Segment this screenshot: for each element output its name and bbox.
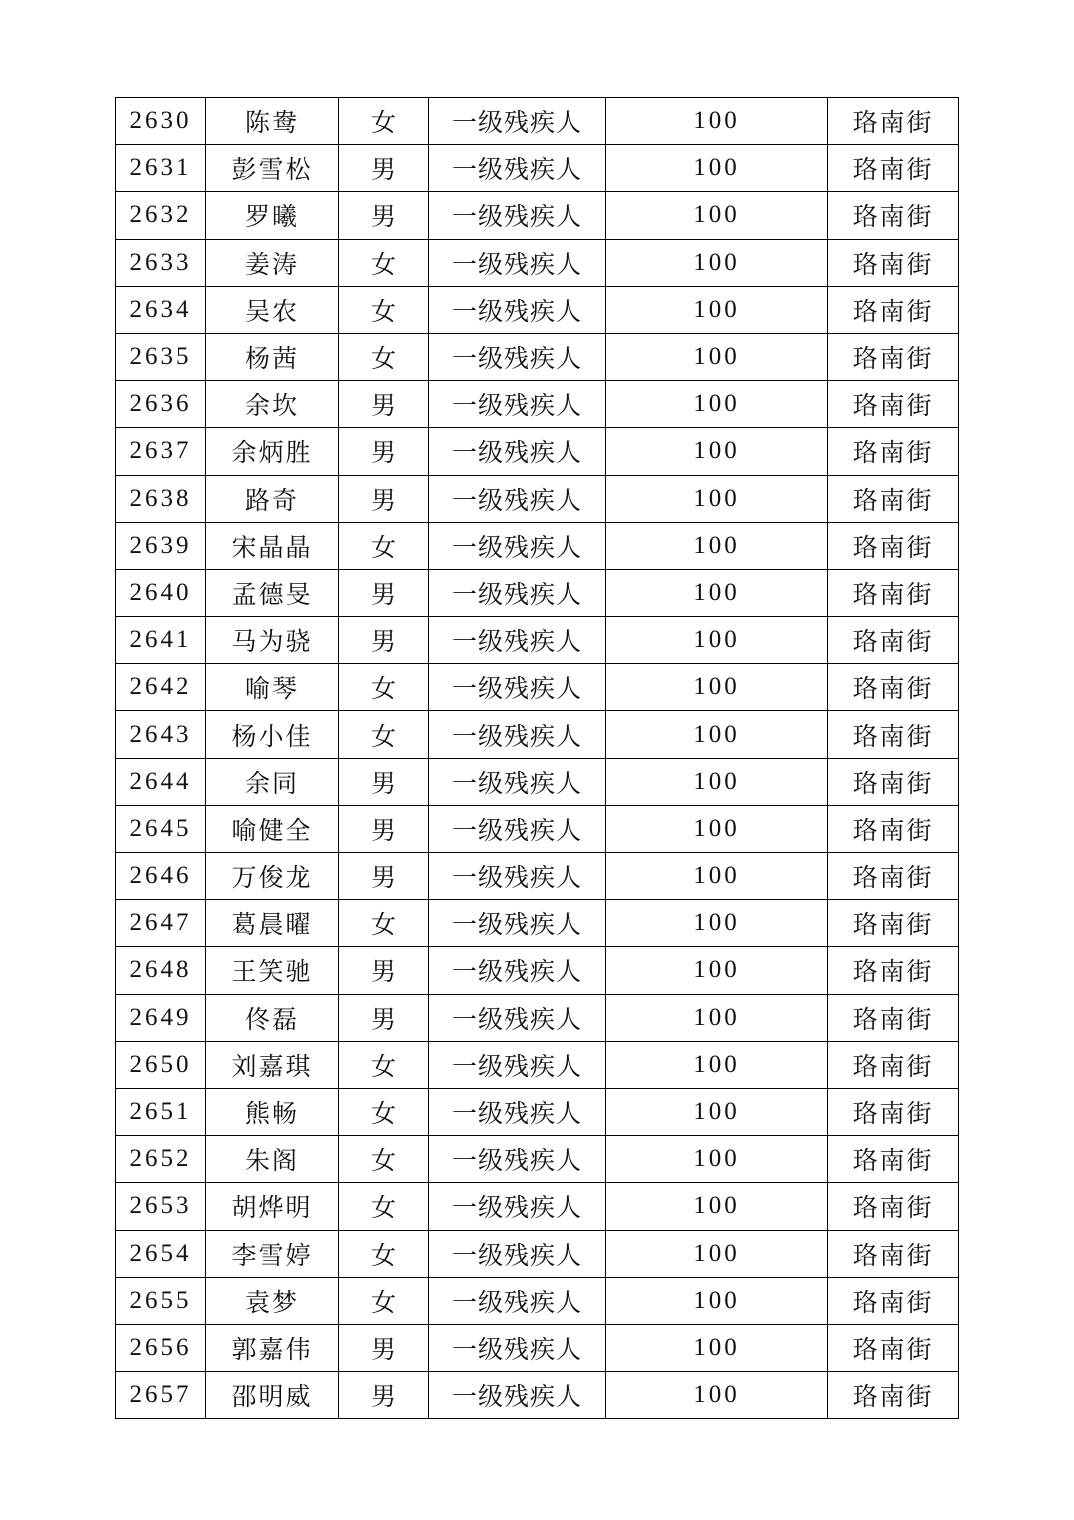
amount-cell: 100 bbox=[606, 1277, 828, 1324]
gender-cell: 男 bbox=[339, 1372, 429, 1419]
amount-cell: 100 bbox=[606, 1230, 828, 1277]
name-cell: 邵明威 bbox=[206, 1372, 339, 1419]
name-cell: 马为骁 bbox=[206, 617, 339, 664]
name-cell: 余炳胜 bbox=[206, 428, 339, 475]
amount-cell: 100 bbox=[606, 805, 828, 852]
name-cell: 佟磊 bbox=[206, 994, 339, 1041]
gender-cell: 男 bbox=[339, 428, 429, 475]
disability-level-cell: 一级残疾人 bbox=[429, 1277, 606, 1324]
name-cell: 熊畅 bbox=[206, 1088, 339, 1135]
amount-cell: 100 bbox=[606, 900, 828, 947]
name-cell: 郭嘉伟 bbox=[206, 1324, 339, 1371]
disability-level-cell: 一级残疾人 bbox=[429, 1183, 606, 1230]
record-number-cell: 2645 bbox=[116, 805, 206, 852]
record-number-cell: 2632 bbox=[116, 192, 206, 239]
street-cell: 珞南街 bbox=[828, 145, 959, 192]
amount-cell: 100 bbox=[606, 853, 828, 900]
amount-cell: 100 bbox=[606, 333, 828, 380]
disability-level-cell: 一级残疾人 bbox=[429, 333, 606, 380]
name-cell: 吴农 bbox=[206, 286, 339, 333]
table-row bbox=[116, 1136, 959, 1183]
name-cell: 余同 bbox=[206, 758, 339, 805]
street-cell: 珞南街 bbox=[828, 1041, 959, 1088]
record-number-cell: 2651 bbox=[116, 1088, 206, 1135]
disability-level-cell: 一级残疾人 bbox=[429, 617, 606, 664]
amount-cell: 100 bbox=[606, 994, 828, 1041]
name-cell: 刘嘉琪 bbox=[206, 1041, 339, 1088]
record-number-cell: 2657 bbox=[116, 1372, 206, 1419]
name-cell: 葛晨曜 bbox=[206, 900, 339, 947]
amount-cell: 100 bbox=[606, 758, 828, 805]
table-row bbox=[116, 145, 959, 192]
record-number-cell: 2654 bbox=[116, 1230, 206, 1277]
street-cell: 珞南街 bbox=[828, 428, 959, 475]
amount-cell: 100 bbox=[606, 947, 828, 994]
amount-cell: 100 bbox=[606, 1088, 828, 1135]
record-number-cell: 2641 bbox=[116, 617, 206, 664]
table-row bbox=[116, 522, 959, 569]
amount-cell: 100 bbox=[606, 1041, 828, 1088]
street-cell: 珞南街 bbox=[828, 192, 959, 239]
amount-cell: 100 bbox=[606, 1136, 828, 1183]
street-cell: 珞南街 bbox=[828, 900, 959, 947]
record-number-cell: 2647 bbox=[116, 900, 206, 947]
street-cell: 珞南街 bbox=[828, 333, 959, 380]
gender-cell: 女 bbox=[339, 711, 429, 758]
street-cell: 珞南街 bbox=[828, 853, 959, 900]
gender-cell: 女 bbox=[339, 1088, 429, 1135]
record-number-cell: 2644 bbox=[116, 758, 206, 805]
disability-level-cell: 一级残疾人 bbox=[429, 239, 606, 286]
record-number-cell: 2630 bbox=[116, 98, 206, 145]
amount-cell: 100 bbox=[606, 286, 828, 333]
table-row bbox=[116, 1324, 959, 1371]
disability-level-cell: 一级残疾人 bbox=[429, 522, 606, 569]
name-cell: 彭雪松 bbox=[206, 145, 339, 192]
gender-cell: 女 bbox=[339, 1277, 429, 1324]
disability-level-cell: 一级残疾人 bbox=[429, 664, 606, 711]
name-cell: 杨茜 bbox=[206, 333, 339, 380]
disability-level-cell: 一级残疾人 bbox=[429, 1041, 606, 1088]
record-number-cell: 2636 bbox=[116, 381, 206, 428]
amount-cell: 100 bbox=[606, 475, 828, 522]
table-row bbox=[116, 569, 959, 616]
street-cell: 珞南街 bbox=[828, 1183, 959, 1230]
street-cell: 珞南街 bbox=[828, 805, 959, 852]
disability-level-cell: 一级残疾人 bbox=[429, 853, 606, 900]
disability-level-cell: 一级残疾人 bbox=[429, 1324, 606, 1371]
amount-cell: 100 bbox=[606, 522, 828, 569]
record-number-cell: 2646 bbox=[116, 853, 206, 900]
gender-cell: 女 bbox=[339, 1041, 429, 1088]
street-cell: 珞南街 bbox=[828, 381, 959, 428]
gender-cell: 女 bbox=[339, 1183, 429, 1230]
table-row bbox=[116, 994, 959, 1041]
name-cell: 余坎 bbox=[206, 381, 339, 428]
street-cell: 珞南街 bbox=[828, 994, 959, 1041]
table-row bbox=[116, 1088, 959, 1135]
gender-cell: 男 bbox=[339, 569, 429, 616]
disability-level-cell: 一级残疾人 bbox=[429, 192, 606, 239]
amount-cell: 100 bbox=[606, 711, 828, 758]
street-cell: 珞南街 bbox=[828, 239, 959, 286]
record-number-cell: 2652 bbox=[116, 1136, 206, 1183]
gender-cell: 女 bbox=[339, 239, 429, 286]
disability-level-cell: 一级残疾人 bbox=[429, 758, 606, 805]
table-row bbox=[116, 1277, 959, 1324]
record-number-cell: 2656 bbox=[116, 1324, 206, 1371]
table-row bbox=[116, 381, 959, 428]
disability-level-cell: 一级残疾人 bbox=[429, 1372, 606, 1419]
street-cell: 珞南街 bbox=[828, 617, 959, 664]
table-row bbox=[116, 900, 959, 947]
name-cell: 杨小佳 bbox=[206, 711, 339, 758]
gender-cell: 男 bbox=[339, 475, 429, 522]
name-cell: 喻琴 bbox=[206, 664, 339, 711]
name-cell: 孟德旻 bbox=[206, 569, 339, 616]
street-cell: 珞南街 bbox=[828, 475, 959, 522]
amount-cell: 100 bbox=[606, 145, 828, 192]
gender-cell: 女 bbox=[339, 1136, 429, 1183]
gender-cell: 男 bbox=[339, 994, 429, 1041]
table-row bbox=[116, 1183, 959, 1230]
disability-level-cell: 一级残疾人 bbox=[429, 947, 606, 994]
table-row bbox=[116, 239, 959, 286]
name-cell: 万俊龙 bbox=[206, 853, 339, 900]
amount-cell: 100 bbox=[606, 1324, 828, 1371]
disability-level-cell: 一级残疾人 bbox=[429, 145, 606, 192]
amount-cell: 100 bbox=[606, 192, 828, 239]
amount-cell: 100 bbox=[606, 98, 828, 145]
disability-level-cell: 一级残疾人 bbox=[429, 805, 606, 852]
gender-cell: 男 bbox=[339, 617, 429, 664]
disability-level-cell: 一级残疾人 bbox=[429, 1230, 606, 1277]
table-row bbox=[116, 428, 959, 475]
disability-level-cell: 一级残疾人 bbox=[429, 1136, 606, 1183]
gender-cell: 女 bbox=[339, 286, 429, 333]
table-row bbox=[116, 664, 959, 711]
disability-level-cell: 一级残疾人 bbox=[429, 994, 606, 1041]
record-number-cell: 2639 bbox=[116, 522, 206, 569]
name-cell: 宋晶晶 bbox=[206, 522, 339, 569]
amount-cell: 100 bbox=[606, 1183, 828, 1230]
table-row bbox=[116, 475, 959, 522]
table-row bbox=[116, 192, 959, 239]
record-number-cell: 2631 bbox=[116, 145, 206, 192]
name-cell: 王笑驰 bbox=[206, 947, 339, 994]
disability-level-cell: 一级残疾人 bbox=[429, 475, 606, 522]
gender-cell: 女 bbox=[339, 1230, 429, 1277]
amount-cell: 100 bbox=[606, 381, 828, 428]
gender-cell: 女 bbox=[339, 900, 429, 947]
table-body bbox=[116, 98, 959, 1419]
name-cell: 李雪婷 bbox=[206, 1230, 339, 1277]
record-number-cell: 2637 bbox=[116, 428, 206, 475]
gender-cell: 男 bbox=[339, 805, 429, 852]
disability-level-cell: 一级残疾人 bbox=[429, 900, 606, 947]
record-number-cell: 2649 bbox=[116, 994, 206, 1041]
disability-roster-table bbox=[115, 97, 959, 1419]
name-cell: 朱阁 bbox=[206, 1136, 339, 1183]
gender-cell: 男 bbox=[339, 381, 429, 428]
table-row bbox=[116, 805, 959, 852]
name-cell: 姜涛 bbox=[206, 239, 339, 286]
gender-cell: 男 bbox=[339, 853, 429, 900]
table-row bbox=[116, 617, 959, 664]
street-cell: 珞南街 bbox=[828, 1277, 959, 1324]
gender-cell: 男 bbox=[339, 192, 429, 239]
gender-cell: 男 bbox=[339, 1324, 429, 1371]
gender-cell: 女 bbox=[339, 98, 429, 145]
amount-cell: 100 bbox=[606, 664, 828, 711]
street-cell: 珞南街 bbox=[828, 522, 959, 569]
street-cell: 珞南街 bbox=[828, 711, 959, 758]
street-cell: 珞南街 bbox=[828, 1136, 959, 1183]
disability-level-cell: 一级残疾人 bbox=[429, 98, 606, 145]
record-number-cell: 2640 bbox=[116, 569, 206, 616]
amount-cell: 100 bbox=[606, 428, 828, 475]
gender-cell: 女 bbox=[339, 664, 429, 711]
record-number-cell: 2643 bbox=[116, 711, 206, 758]
table-row bbox=[116, 286, 959, 333]
street-cell: 珞南街 bbox=[828, 569, 959, 616]
street-cell: 珞南街 bbox=[828, 758, 959, 805]
gender-cell: 女 bbox=[339, 522, 429, 569]
table-row bbox=[116, 947, 959, 994]
disability-level-cell: 一级残疾人 bbox=[429, 381, 606, 428]
street-cell: 珞南街 bbox=[828, 1230, 959, 1277]
table-row bbox=[116, 98, 959, 145]
table-row bbox=[116, 853, 959, 900]
street-cell: 珞南街 bbox=[828, 286, 959, 333]
amount-cell: 100 bbox=[606, 617, 828, 664]
disability-level-cell: 一级残疾人 bbox=[429, 1088, 606, 1135]
name-cell: 喻健全 bbox=[206, 805, 339, 852]
table-row bbox=[116, 711, 959, 758]
street-cell: 珞南街 bbox=[828, 98, 959, 145]
street-cell: 珞南街 bbox=[828, 947, 959, 994]
name-cell: 路奇 bbox=[206, 475, 339, 522]
street-cell: 珞南街 bbox=[828, 1324, 959, 1371]
disability-level-cell: 一级残疾人 bbox=[429, 286, 606, 333]
street-cell: 珞南街 bbox=[828, 664, 959, 711]
record-number-cell: 2650 bbox=[116, 1041, 206, 1088]
amount-cell: 100 bbox=[606, 569, 828, 616]
street-cell: 珞南街 bbox=[828, 1088, 959, 1135]
disability-level-cell: 一级残疾人 bbox=[429, 428, 606, 475]
gender-cell: 男 bbox=[339, 947, 429, 994]
table-row bbox=[116, 1041, 959, 1088]
gender-cell: 男 bbox=[339, 758, 429, 805]
table-row bbox=[116, 333, 959, 380]
name-cell: 胡烨明 bbox=[206, 1183, 339, 1230]
gender-cell: 女 bbox=[339, 333, 429, 380]
name-cell: 袁梦 bbox=[206, 1277, 339, 1324]
record-number-cell: 2642 bbox=[116, 664, 206, 711]
record-number-cell: 2633 bbox=[116, 239, 206, 286]
street-cell: 珞南街 bbox=[828, 1372, 959, 1419]
amount-cell: 100 bbox=[606, 239, 828, 286]
table-row bbox=[116, 1372, 959, 1419]
record-number-cell: 2634 bbox=[116, 286, 206, 333]
name-cell: 罗曦 bbox=[206, 192, 339, 239]
table-row bbox=[116, 1230, 959, 1277]
name-cell: 陈鸯 bbox=[206, 98, 339, 145]
amount-cell: 100 bbox=[606, 1372, 828, 1419]
gender-cell: 男 bbox=[339, 145, 429, 192]
record-number-cell: 2655 bbox=[116, 1277, 206, 1324]
record-number-cell: 2638 bbox=[116, 475, 206, 522]
record-number-cell: 2635 bbox=[116, 333, 206, 380]
table-row bbox=[116, 758, 959, 805]
disability-level-cell: 一级残疾人 bbox=[429, 569, 606, 616]
record-number-cell: 2653 bbox=[116, 1183, 206, 1230]
record-number-cell: 2648 bbox=[116, 947, 206, 994]
disability-level-cell: 一级残疾人 bbox=[429, 711, 606, 758]
